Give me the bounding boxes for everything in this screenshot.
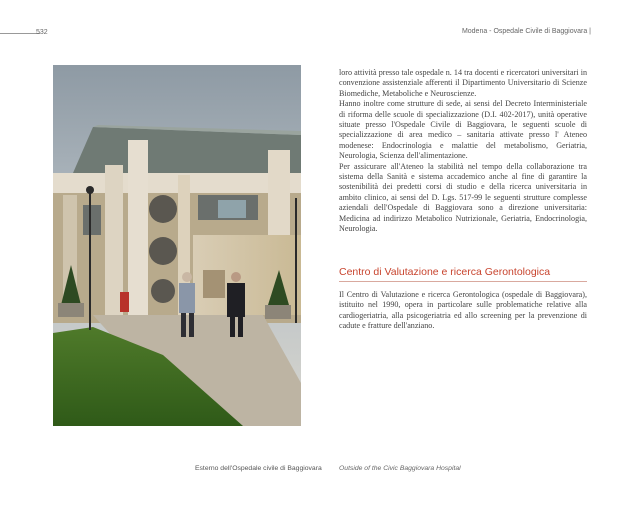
section-title: Centro di Valutazione e ricerca Gerontologica: [339, 266, 551, 278]
paragraph: Hanno inoltre come strutture di sede, ai sensi del Decreto Interministeriale di riforma delle scuole di specializzazione (D.I. 402-2017), unità operative situate presso l'Ospedale Civile di Baggiovara, le seguenti scuole di specializzazione di area medico – sanitaria attivate presso l' Ateneo modenese: Endocrinologia e malattie del metabolismo, Geriatria, Neurologia, Scienza dell'alimentazione.: [339, 99, 587, 161]
caption-italian: Esterno dell'Ospedale civile di Baggiovara: [195, 465, 322, 472]
section-divider: [339, 281, 587, 282]
body-text: [339, 68, 587, 235]
caption-english: Outside of the Civic Baggiovara Hospital: [339, 465, 461, 472]
hospital-photo: [53, 65, 301, 426]
page-number: 532: [36, 29, 48, 36]
paragraph: loro attività presso tale ospedale n. 14 tra docenti e ricercatori universitari in convenzione assistenziale afferenti il Dipartimento Universitario di Scienze Biomediche, Metaboliche e Neuroscienze.: [339, 68, 587, 98]
paragraph: Per assicurare all'Ateneo la stabilità nel tempo della collaborazione tra sistema della Sanità e sistema accademico anche al fine di garantire la sostenibilità dei predetti corsi di studio e della ricerca universitaria in ambito clinico, ai sensi del D. Lgs. 517-99 le seguenti strutture complesse aziendali dell'Ospedale di Baggiovara sono a direzione universitaria: Medicina ad indirizzo Metabolico Nutrizionale, Geriatria, Endocrinologia, Neurologia.: [339, 161, 587, 234]
header-rule: [0, 33, 40, 34]
running-title: Modena - Ospedale Civile di Baggiovara |: [461, 28, 591, 35]
section-paragraph: Il Centro di Valutazione e ricerca Gerontologica (ospedale di Baggiovara), istituito nel 1990, opera in particolare sulle problematiche relative alla cardiogeriatria, alla psicogeriatria ed allo screening per la prevenzione di cadute e fratture dell'anziano.: [339, 290, 587, 331]
